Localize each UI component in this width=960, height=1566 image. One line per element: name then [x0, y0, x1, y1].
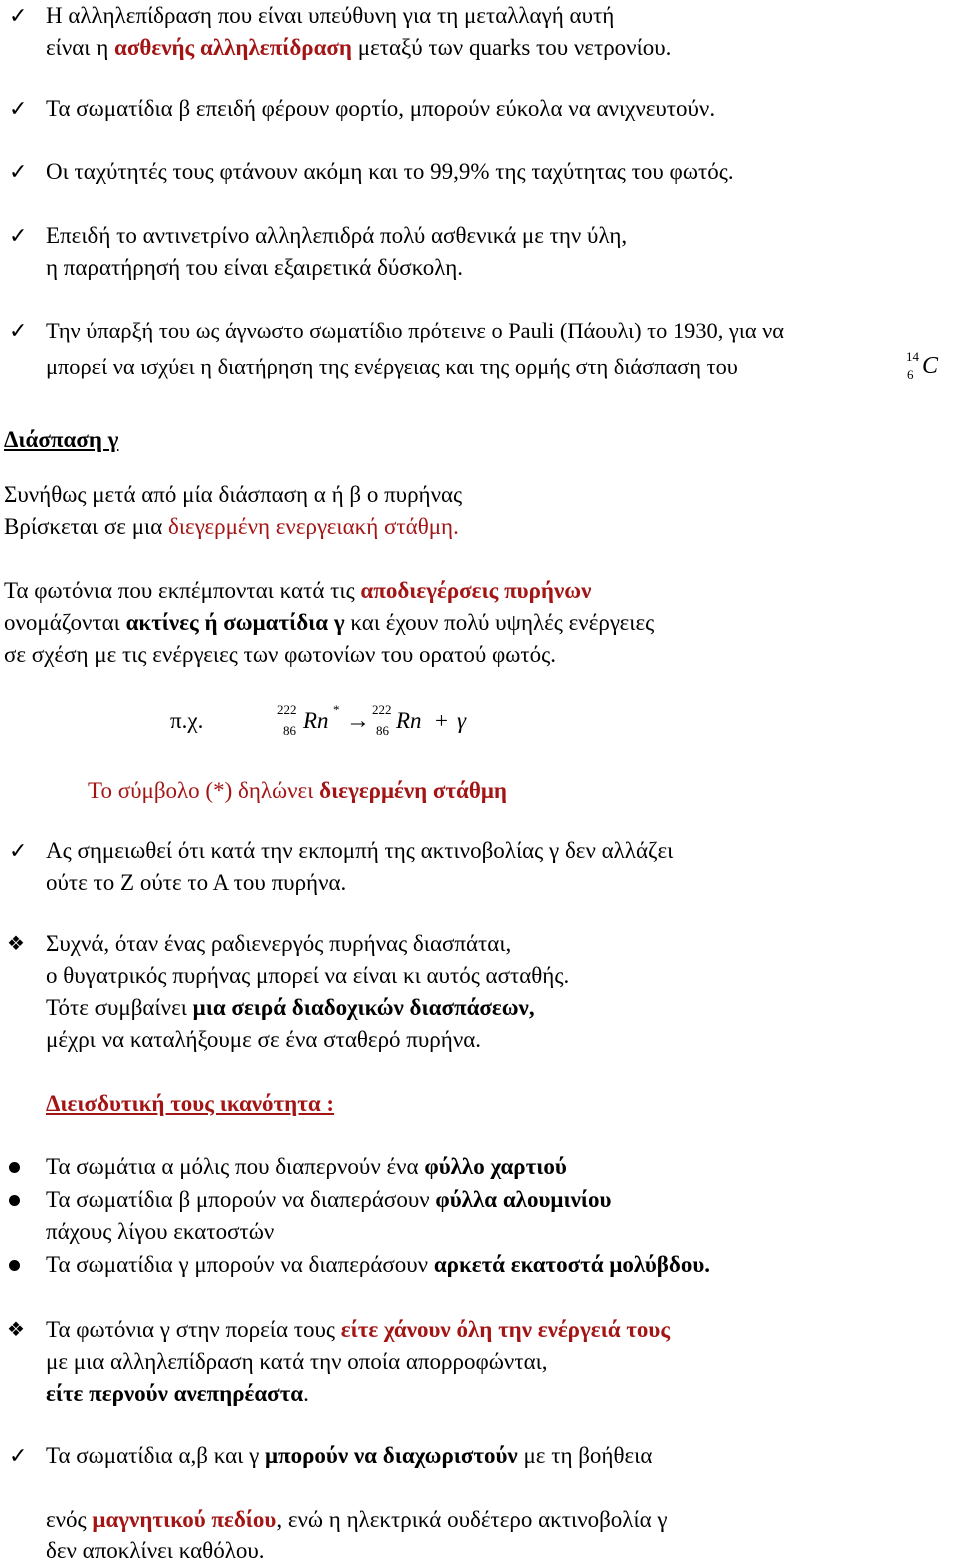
- carbon-14-nuclide: 14 6 C: [906, 349, 939, 382]
- check-mark-icon: ✓: [9, 1443, 28, 1468]
- check-mark-icon: ✓: [9, 838, 28, 863]
- symbol-note: Το σύμβολο (*) δηλώνει διεγερμένη στάθμη: [88, 778, 507, 803]
- section-heading-gamma-decay: Διάσπαση γ: [4, 427, 119, 452]
- section-heading-penetration: Διεισδυτική τους ικανότητα :: [46, 1091, 335, 1116]
- text-line: Ας σημειωθεί ότι κατά την εκπομπή της ακτινοβολίας γ δεν αλλάζει: [46, 838, 674, 863]
- text-line: είτε περνούν ανεπηρέαστα.: [46, 1381, 309, 1406]
- bullet-disc-icon: [9, 1260, 20, 1271]
- check-mark-icon: ✓: [9, 159, 28, 184]
- excited-level-term: διεγερμένη ενεργειακή στάθμη.: [168, 514, 459, 539]
- right-arrow-icon: →: [346, 708, 370, 734]
- text-line: Συχνά, όταν ένας ραδιενεργός πυρήνας διασπάται,: [46, 931, 512, 956]
- text-line: μέχρι να καταλήξουμε σε ένα σταθερό πυρήνα.: [46, 1027, 482, 1052]
- text-line: σε σχέση με τις ενέργειες των φωτονίων του ορατού φωτός.: [4, 642, 556, 667]
- bullet-disc-icon: [9, 1162, 20, 1173]
- four-diamond-icon: ❖: [7, 1319, 25, 1341]
- text-line: ο θυγατρικός πυρήνας μπορεί να είναι κι αυτός ασταθής.: [46, 963, 570, 988]
- check-mark-icon: ✓: [9, 3, 28, 28]
- check-mark-icon: ✓: [9, 223, 28, 248]
- text-line: πάχους λίγου εκατοστών: [46, 1219, 275, 1244]
- text-line: με μια αλληλεπίδραση κατά την οποία απορροφώνται,: [46, 1349, 548, 1374]
- text-line: η παρατήρησή του είναι εξαιρετικά δύσκολη.: [46, 255, 464, 280]
- list-item: Τα σωματίδια β μπορούν να διαπεράσουν φύλλα αλουμινίου: [46, 1187, 612, 1212]
- check-mark-icon: ✓: [9, 318, 28, 343]
- radon-decay-equation: π.χ. 222 86 Rn * → 222 86 Rn + γ: [170, 702, 467, 738]
- bullet-disc-icon: [9, 1195, 20, 1206]
- nuclear-deexcitation-term: αποδιεγέρσεις πυρήνων: [360, 578, 592, 603]
- text-line: Τότε συμβαίνει μια σειρά διαδοχικών διασπάσεων,: [46, 995, 535, 1020]
- text-line: Βρίσκεται σε μια διεγερμένη ενεργειακή στάθμη.: [4, 514, 459, 539]
- list-item: Τα σωμάτια α μόλις που διαπερνούν ένα φύλλο χαρτιού: [46, 1154, 567, 1179]
- text-line: Συνήθως μετά από μία διάσπαση α ή β ο πυρήνας: [4, 482, 463, 507]
- text-line: Η αλληλεπίδραση που είναι υπεύθυνη για τη μεταλλαγή αυτή: [46, 3, 615, 28]
- text-line: Τα σωματίδια α,β και γ μπορούν να διαχωριστούν με τη βοήθεια: [46, 1443, 653, 1468]
- text-line: είναι η ασθενής αλληλεπίδραση μεταξύ των quarks του νετρονίου.: [46, 35, 672, 60]
- four-diamond-icon: ❖: [7, 933, 25, 955]
- text-line: Τα φωτόνια γ στην πορεία τους είτε χάνουν όλη την ενέργειά τους: [46, 1317, 671, 1342]
- text-line: μπορεί να ισχύει η διατήρηση της ενέργειας και της ορμής στη διάσπαση του: [46, 354, 738, 379]
- text-line: δεν αποκλίνει καθόλου.: [46, 1538, 265, 1563]
- list-item: Τα σωματίδια γ μπορούν να διαπεράσουν αρκετά εκατοστά μολύβδου.: [46, 1252, 711, 1277]
- text-line: ενός μαγνητικού πεδίου, ενώ η ηλεκτρικά ουδέτερο ακτινοβολία γ: [46, 1507, 668, 1532]
- text-line: ούτε το Ζ ούτε το Α του πυρήνα.: [46, 870, 347, 895]
- text-line: Την ύπαρξή του ως άγνωστο σωματίδιο πρότεινε ο Pauli (Πάουλι) το 1930, για να: [46, 318, 785, 343]
- text-line: Τα φωτόνια που εκπέμπονται κατά τις αποδιεγέρσεις πυρήνων: [4, 578, 592, 603]
- text-line: Επειδή το αντινετρίνο αλληλεπιδρά πολύ ασθενικά με την ύλη,: [46, 223, 628, 248]
- text-line: Οι ταχύτητές τους φτάνουν ακόμη και το 99,9% της ταχύτητας του φωτός.: [46, 159, 734, 184]
- text-line: ονομάζονται ακτίνες ή σωματίδια γ και έχουν πολύ υψηλές ενέργειες: [4, 610, 655, 635]
- check-mark-icon: ✓: [9, 96, 28, 121]
- text-line: Τα σωματίδια β επειδή φέρουν φορτίο, μπορούν εύκολα να ανιχνευτούν.: [46, 96, 716, 121]
- weak-interaction-term: ασθενής αλληλεπίδραση: [114, 35, 352, 60]
